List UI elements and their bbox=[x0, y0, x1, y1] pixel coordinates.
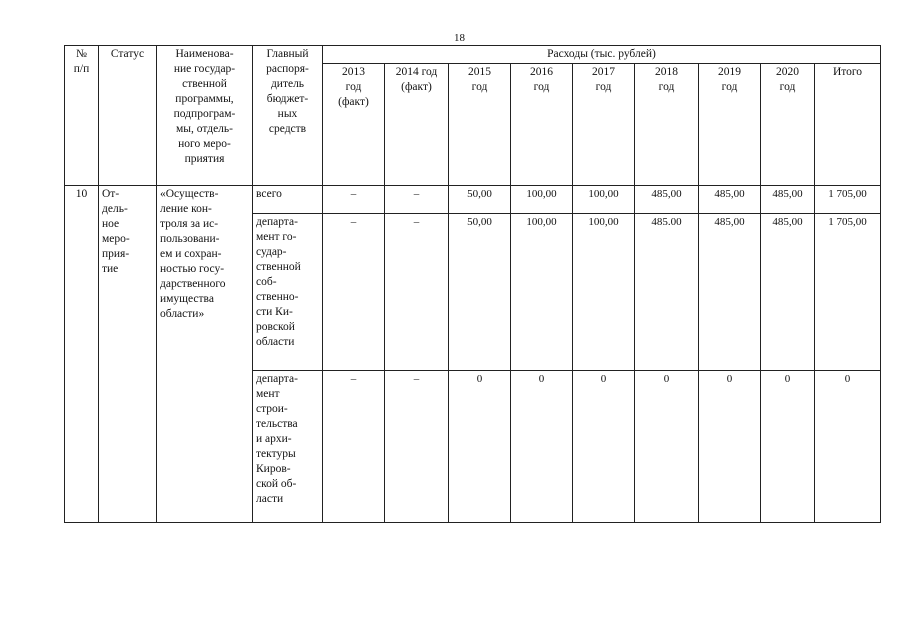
row-manager: департа- мент строи- тельства и архи- тектуры Киров- ской об- ласти bbox=[253, 371, 323, 523]
table-header-row bbox=[65, 46, 881, 64]
value-cell: – bbox=[385, 371, 449, 523]
value-cell: 0 bbox=[449, 371, 511, 523]
row-program-name: «Осуществ- ление кон- троля за ис- пользовани- ем и сохран- ностью госу- дарственного имущества области» bbox=[157, 186, 253, 523]
value-cell-total: 1 705,00 bbox=[815, 214, 881, 371]
header-status: Статус bbox=[99, 46, 157, 186]
header-year-2013: 2013 год (факт) bbox=[323, 64, 385, 186]
value-cell: – bbox=[385, 186, 449, 214]
value-cell-total: 1 705,00 bbox=[815, 186, 881, 214]
header-year-2014: 2014 год (факт) bbox=[385, 64, 449, 186]
value-cell: 100,00 bbox=[511, 186, 573, 214]
value-cell: 0 bbox=[699, 371, 761, 523]
value-cell: 100,00 bbox=[573, 214, 635, 371]
row-number: 10 bbox=[65, 186, 99, 523]
header-year-2016: 2016 год bbox=[511, 64, 573, 186]
header-row-number: № п/п bbox=[65, 46, 99, 186]
row-manager: всего bbox=[253, 186, 323, 214]
value-cell: 485,00 bbox=[761, 214, 815, 371]
header-year-2015: 2015 год bbox=[449, 64, 511, 186]
header-year-2020: 2020 год bbox=[761, 64, 815, 186]
value-cell: 485,00 bbox=[699, 214, 761, 371]
header-budget-manager: Главный распоря- дитель бюджет- ных средств bbox=[253, 46, 323, 186]
value-cell: 0 bbox=[761, 371, 815, 523]
value-cell: 50,00 bbox=[449, 214, 511, 371]
value-cell: – bbox=[385, 214, 449, 371]
header-total: Итого bbox=[815, 64, 881, 186]
table-row bbox=[65, 186, 881, 214]
header-year-2018: 2018 год bbox=[635, 64, 699, 186]
value-cell: 0 bbox=[573, 371, 635, 523]
value-cell: – bbox=[323, 371, 385, 523]
value-cell: 485,00 bbox=[761, 186, 815, 214]
page-number: 18 bbox=[454, 32, 465, 44]
value-cell: 485.00 bbox=[635, 214, 699, 371]
value-cell: – bbox=[323, 214, 385, 371]
row-manager: департа- мент го- судар- ственной соб- ственно- сти Ки- ровской области bbox=[253, 214, 323, 371]
value-cell-total: 0 bbox=[815, 371, 881, 523]
header-year-2017: 2017 год bbox=[573, 64, 635, 186]
value-cell: 50,00 bbox=[449, 186, 511, 214]
header-expenses: Расходы (тыс. рублей) bbox=[323, 46, 881, 64]
value-cell: 485,00 bbox=[699, 186, 761, 214]
row-status: От- дель- ное меро- прия- тие bbox=[99, 186, 157, 523]
value-cell: 0 bbox=[635, 371, 699, 523]
header-year-2019: 2019 год bbox=[699, 64, 761, 186]
value-cell: – bbox=[323, 186, 385, 214]
value-cell: 100,00 bbox=[511, 214, 573, 371]
value-cell: 485,00 bbox=[635, 186, 699, 214]
budget-expenses-table bbox=[64, 45, 881, 523]
header-program-name: Наименова- ние государ- ственной программы, подпрограм- мы, отдель- ного меро- приятия bbox=[157, 46, 253, 186]
value-cell: 0 bbox=[511, 371, 573, 523]
value-cell: 100,00 bbox=[573, 186, 635, 214]
